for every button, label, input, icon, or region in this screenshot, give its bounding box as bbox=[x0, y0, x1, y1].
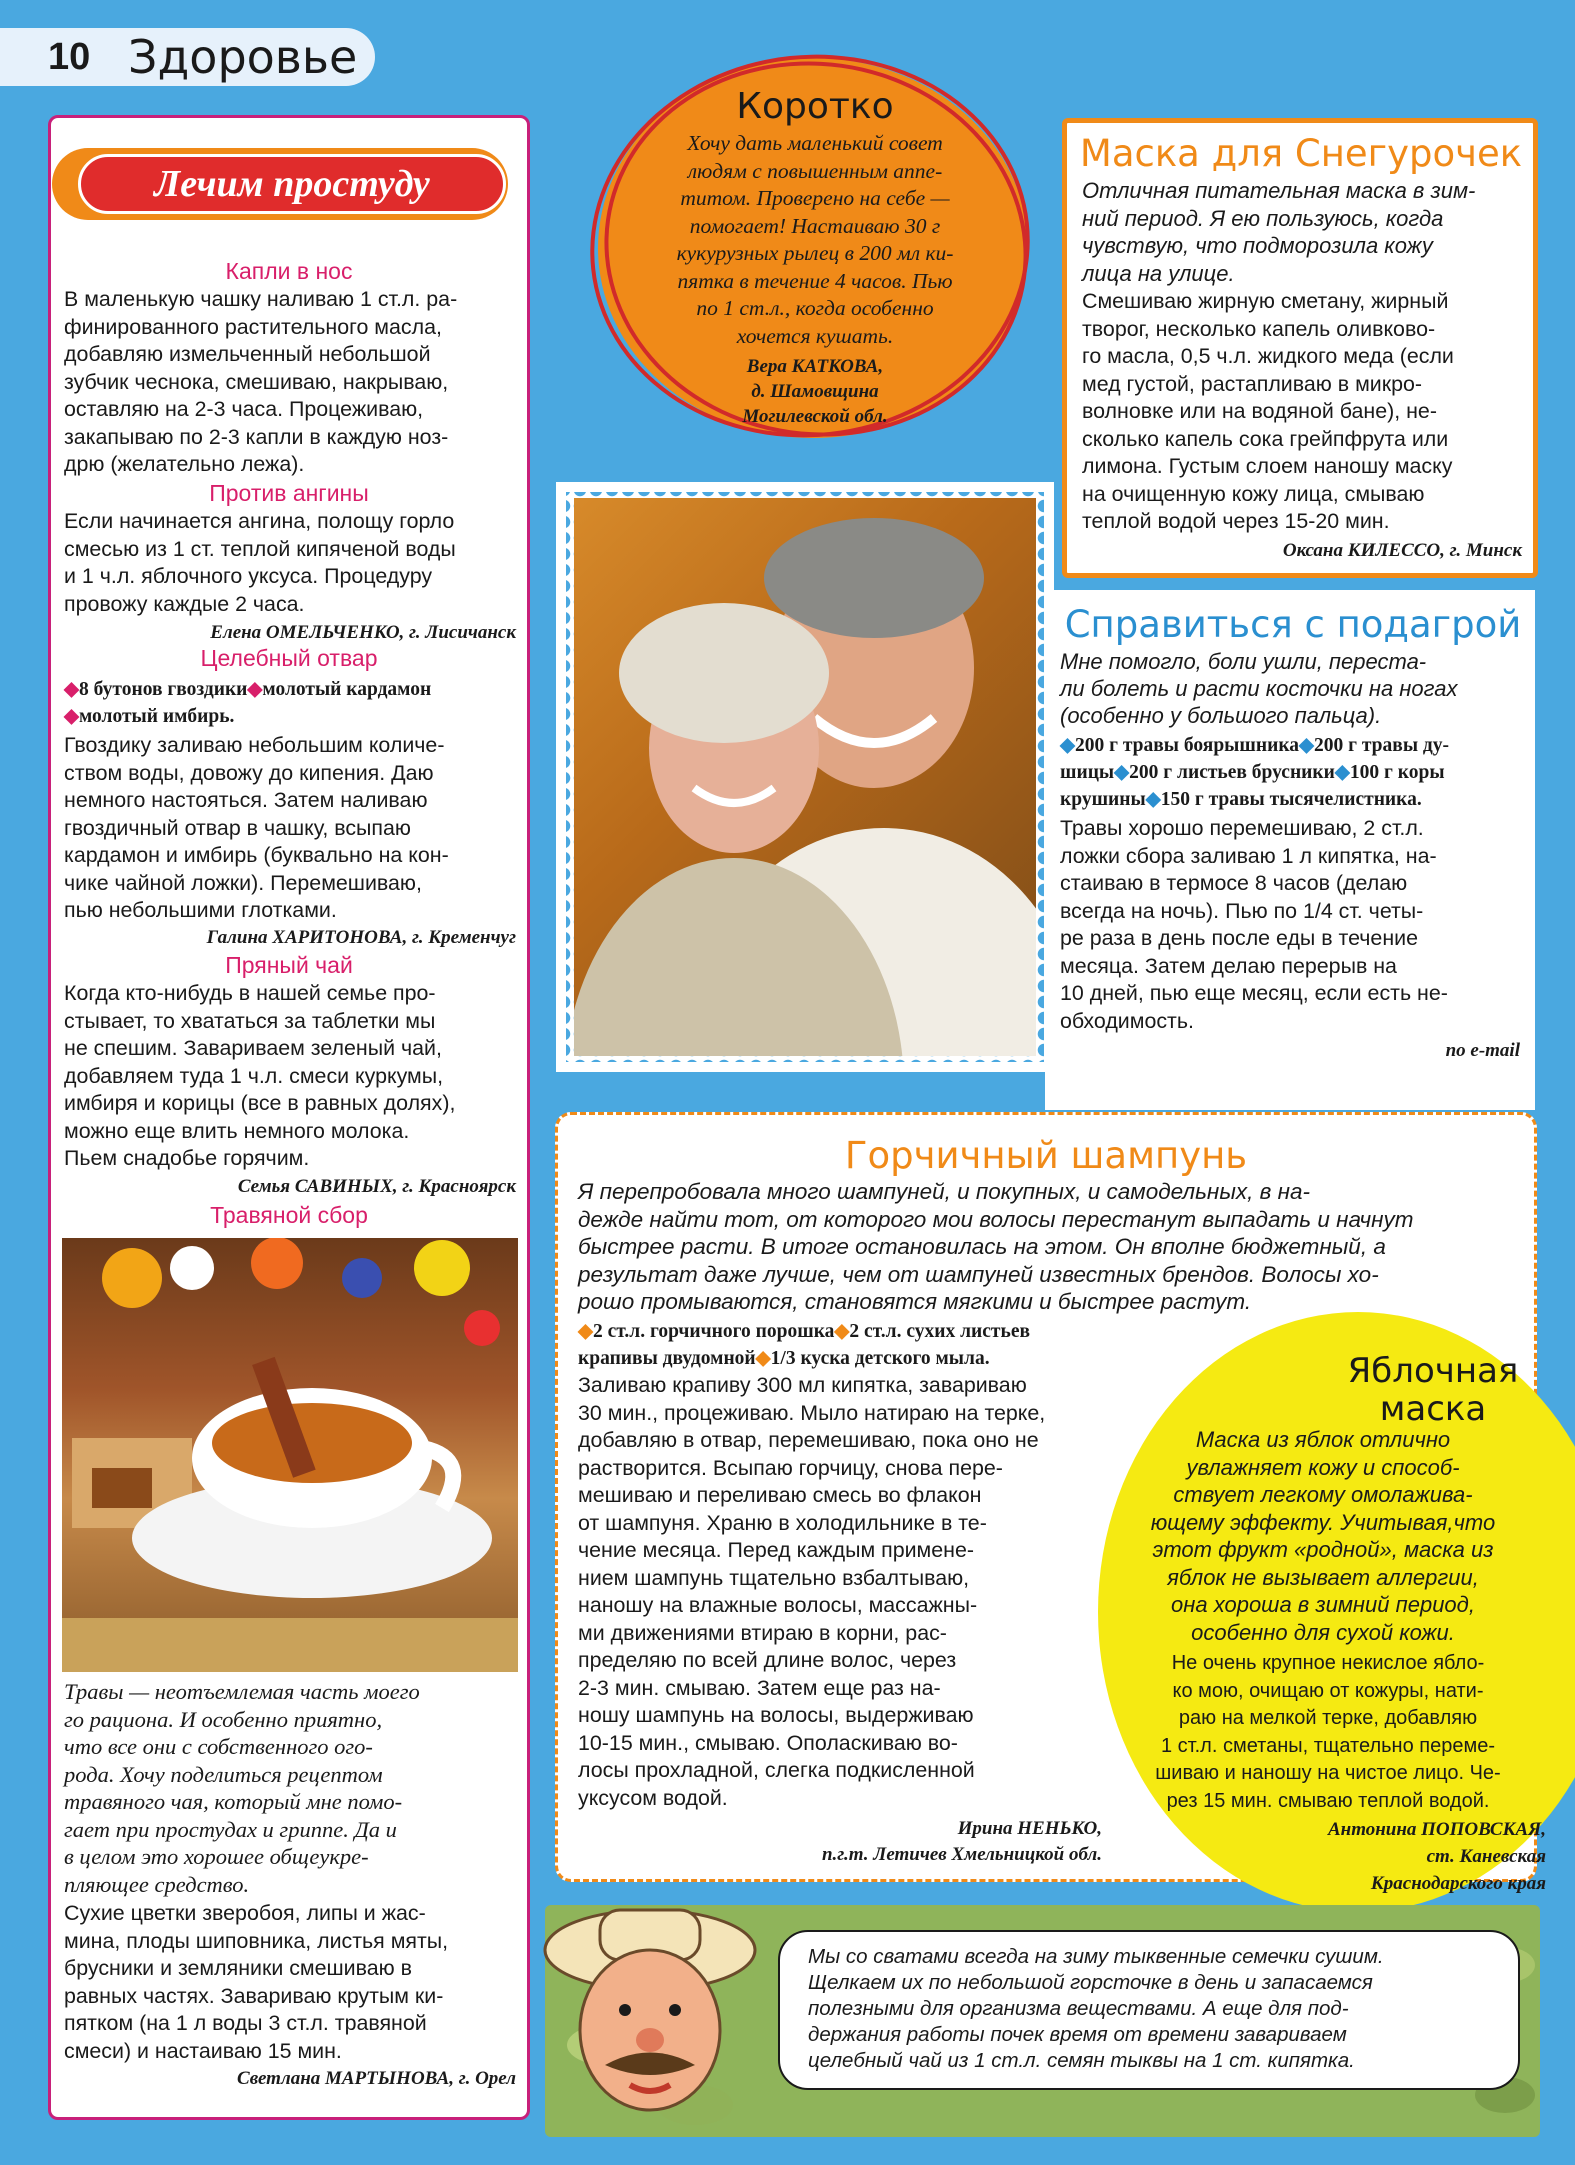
korotko-signature: Вера КАТКОВА, д. Шамовщина Могилевской обл. bbox=[742, 356, 888, 427]
sbor-intro: Травы — неотъемлемая часть моего го рациона. И особенно приятно, что все они с собственного ого- рода. Хочу поделиться рецептом травяного чая, который мне помо- гает при простудах и гриппе. Да и в целом это хорошее общеукре- пляющее средство. bbox=[64, 1679, 420, 1897]
podagra-body: Травы хорошо перемешиваю, 2 ст.л. ложки сбора заливаю 1 л кипятка, на- стаиваю в термосе 8 часов (делаю всегда на ночь). Пью по 1/4 ст. четы- ре раза в день после еды в течение месяца. Затем делаю перерыв на 10 дней, пью еще месяц, если есть не- обходимость. bbox=[1060, 816, 1448, 1033]
podagra-signature: по e-mail bbox=[1445, 1040, 1520, 1061]
bullet-icon: ◆ bbox=[1334, 762, 1350, 783]
podagra-intro: Мне помогло, боли ушли, переста- ли болеть и расти косточки на ногах (особенно у большого пальца). bbox=[1060, 649, 1458, 728]
shampoo-ingredients: ◆2 ст.л. горчичного порошка◆2 ст.л. сухих листьев крапивы двудомной◆1/3 куска детского мыла. bbox=[578, 1321, 1031, 1369]
podagra-title: Справиться с подагрой bbox=[1064, 603, 1522, 646]
section-heading-otvar: Целебный отвар bbox=[200, 645, 378, 671]
snegurochka-body: Смешиваю жирную сметану, жирный творог, несколько капель оливково- го масла, 0,5 ч.л. жидкого меда (если мед густой, растапливаю в микро- волновке или на водяной бане), не- сколько капель сока грейпфрута или лимона. Густым слоем наношу маску на очищенную кожу лица, смываю теплой водой через 15-20 мин. bbox=[1082, 289, 1454, 533]
apple-title: Яблочная маска bbox=[1347, 1351, 1519, 1429]
otvar-signature: Галина ХАРИТОНОВА, г. Кременчуг bbox=[206, 927, 516, 948]
bullet-icon: ◆ bbox=[1060, 735, 1075, 756]
farmer-mascot-icon bbox=[540, 1890, 760, 2140]
apple-body: Не очень крупное некислое ябло- ко мою, очищаю от кожуры, нати- раю на мелкой терке, добавляю 1 ст.л. сметаны, тщательно переме- шиваю и наношу на чистое лицо. Че- рез 15 мин. смываю теплой водой. bbox=[1155, 1652, 1501, 1812]
apple-intro: Маска из яблок отлично увлажняет кожу и способ- ствует легкому омолажива- ющему эффекту. Учитывая,что этот фрукт «родной», маска из яблок не вызывает аллергии, она хороша в зимний период, особенно для сухой кожи. bbox=[1150, 1427, 1496, 1645]
podagra-ingredients: ◆200 г травы боярышника◆200 г травы ду- шицы◆200 г листьев брусники◆100 г коры крушины◆150 г травы тысячелистника. bbox=[1060, 735, 1450, 810]
chai-body: Когда кто-нибудь в нашей семье про- стывает, то хвататься за таблетки мы не спешим. Завариваем зеленый чай, добавляем туда 1 ч.л. смеси куркумы, имбиря и корицы (все в равных долях), можно еще влить немного молока. Пьем снадобье горячим. bbox=[64, 981, 456, 1170]
angina-signature: Елена ОМЕЛЬЧЕНКО, г. Лисичанск bbox=[210, 622, 516, 643]
bullet-icon: ◆ bbox=[755, 1348, 771, 1369]
shampoo-intro: Я перепробовала много шампуней, и покупных, и самодельных, в на- дежде найти тот, от которого мои волосы перестанут выпадать и начнут быстрее расти. В итоге остановилась на этом. Он вполне бюджетный, а результат даже лучше, чем от шампуней известных брендов. Волосы хо- рошо промываются, становятся мягкими и быстрее растут. bbox=[578, 1179, 1414, 1314]
bullet-icon: ◆ bbox=[247, 679, 263, 700]
kapli-body: В маленькую чашку наливаю 1 ст.л. ра- финированного растительного масла, добавляю измельченный небольшой зубчик чеснока, смешиваю, накрываю, оставляю на 2-3 часа. Процеживаю, закапываю по 2-3 капли в каждую ноз- дрю (желательно лежа). bbox=[64, 287, 458, 476]
section-heading-chai: Пряный чай bbox=[225, 952, 353, 978]
section-heading-sbor: Травяной сбор bbox=[210, 1202, 368, 1228]
couple-photo bbox=[574, 498, 1036, 1056]
section-heading-angina: Против ангины bbox=[209, 480, 369, 506]
herbal-tea-photo bbox=[62, 1238, 518, 1672]
section-title: Здоровье bbox=[128, 30, 358, 84]
section-heading-kapli: Капли в нос bbox=[225, 258, 353, 284]
snegurochka-intro: Отличная питательная маска в зим- ний период. Я ею пользуюсь, когда чувствую, что подморозила кожу лица на улице. bbox=[1082, 178, 1476, 286]
bullet-icon: ◆ bbox=[64, 706, 79, 727]
bullet-icon: ◆ bbox=[1145, 789, 1161, 810]
farmer-mascot bbox=[540, 1890, 760, 2140]
shampoo-signature: Ирина НЕНЬКО, п.г.т. Летичев Хмельницкой обл. bbox=[821, 1818, 1102, 1865]
banner-title: Лечим простуду bbox=[78, 154, 506, 214]
chai-signature: Семья САВИНЫХ, г. Красноярск bbox=[237, 1176, 516, 1197]
tip-text: Мы со сватами всегда на зиму тыквенные семечки сушим. Щелкаем их по небольшой горсточке в день и запасаемся полезными для организма веществами. А еще для под- держания работы почек время от времени завариваем целебный чай из 1 ст.л. семян тыквы на 1 ст. кипятка. bbox=[808, 1945, 1384, 2072]
bullet-icon: ◆ bbox=[834, 1321, 850, 1342]
apple-signature: Антонина ПОПОВСКАЯ, ст. Каневская Краснодарского края bbox=[1327, 1819, 1546, 1894]
page-number: 10 bbox=[48, 36, 91, 78]
angina-body: Если начинается ангина, полощу горло смесью из 1 ст. теплой кипяченой воды и 1 ч.л. яблочного уксуса. Процедуру провожу каждые 2 часа. bbox=[64, 509, 456, 616]
bullet-icon: ◆ bbox=[578, 1321, 593, 1342]
korotko-title: Коротко bbox=[736, 86, 894, 127]
otvar-body: Гвоздику заливаю небольшим количе- ством воды, довожу до кипения. Даю немного настояться. Затем наливаю гвоздичный отвар в чашку, всыпаю кардамон и имбирь (буквально на кон- чике чайной ложки). Перемешиваю, пью небольшими глотками. bbox=[64, 733, 449, 922]
snegurochka-signature: Оксана КИЛЕССО, г. Минск bbox=[1282, 540, 1522, 561]
bullet-icon: ◆ bbox=[1299, 735, 1315, 756]
tea-cup-illustration-icon bbox=[62, 1238, 518, 1672]
bullet-icon: ◆ bbox=[64, 679, 79, 700]
korotko-body: Хочу дать маленький совет людям с повышенным аппе- титом. Проверено на себе — помогает! Настаиваю 30 г кукурузных рылец в 200 мл ки- пятка в течение 4 часов. Пью по 1 ст.л., когда особенно хочется кушать. bbox=[676, 131, 954, 348]
snegurochka-title: Маска для Снегурочек bbox=[1079, 132, 1523, 175]
otvar-ingredients: ◆8 бутонов гвоздики◆молотый кардамон ◆молотый имбирь. bbox=[64, 679, 432, 727]
shampoo-body: Заливаю крапиву 300 мл кипятка, завариваю 30 мин., процеживаю. Мыло натираю на терке, добавляю в отвар, перемешиваю, пока оно не растворится. Всыпаю горчицу, снова пере- мешиваю и переливаю смесь во флакон от шампуня. Храню в холодильнике в те- чение месяца. Перед каждым примене- нием шампунь тщательно взбалтываю, наношу на влажные волосы, массажны- ми движениями втираю в корни, рас- пределяю по всей длине волос, через 2-3 мин. смываю. Затем еще раз на- ношу шампунь на волосы, выдерживаю 10-15 мин., смываю. Ополаскиваю во- лосы прохладной, слегка подкисленной уксусом водой. bbox=[578, 1373, 1046, 1810]
sbor-body: Сухие цветки зверобоя, липы и жас- мина, плоды шиповника, листья мяты, брусники и земляники смешиваю в равных частях. Завариваю крутым ки- пятком (на 1 л воды 3 ст.л. травяной смеси) и настаиваю 15 мин. bbox=[64, 1901, 449, 2063]
couple-illustration-icon bbox=[574, 498, 1036, 1056]
shampoo-title: Горчичный шампунь bbox=[844, 1134, 1248, 1177]
sbor-signature: Светлана МАРТЫНОВА, г. Орел bbox=[237, 2068, 516, 2089]
bullet-icon: ◆ bbox=[1114, 762, 1130, 783]
